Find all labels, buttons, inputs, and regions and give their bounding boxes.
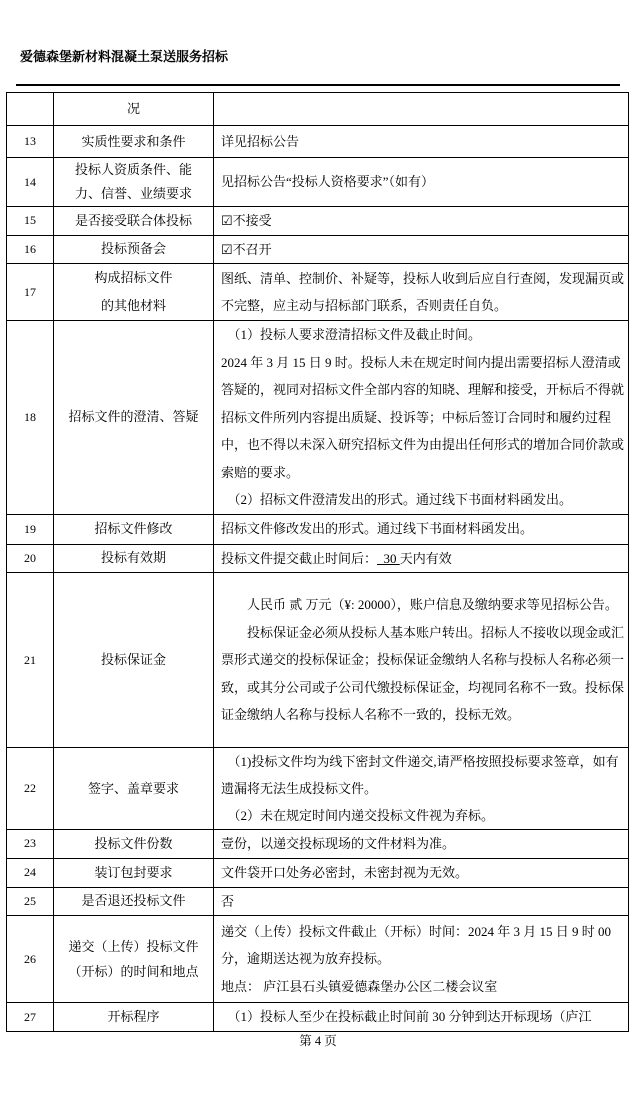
item-label-cell: 签字、盖章要求 <box>54 748 214 830</box>
tender-info-table <box>6 92 629 1032</box>
table-row-20 <box>7 544 629 573</box>
row-number-cell: 17 <box>7 264 54 321</box>
item-content-cell <box>214 916 629 1003</box>
table-row-carryover <box>7 93 629 126</box>
table-row-24 <box>7 858 629 887</box>
table-row-27 <box>7 1003 629 1032</box>
validity-text-after: 天内有效 <box>399 550 452 566</box>
item-content-cell: 图纸、清单、控制价、补疑等，投标人收到后应自行查阅，发现漏页或不完整，应主动与招标部门联系，否则责任自负。 <box>214 264 629 321</box>
item-label-cell: 投标保证金 <box>54 573 214 748</box>
item-label-cell: 投标预备会 <box>54 235 214 264</box>
item-content-cell <box>214 207 629 236</box>
table-row-13 <box>7 126 629 158</box>
row-number-cell: 16 <box>7 235 54 264</box>
row-number-cell: 21 <box>7 573 54 748</box>
item-label-cell: 开标程序 <box>54 1003 214 1032</box>
validity-days-underlined: 30 <box>377 550 400 566</box>
row-number-cell: 20 <box>7 544 54 573</box>
item-label-cell: 投标文件份数 <box>54 830 214 859</box>
item-content-cell: 见招标公告“投标人资格要求”（如有） <box>214 158 629 207</box>
table-row-21 <box>7 573 629 748</box>
table-row-23 <box>7 830 629 859</box>
item-content-cell: 详见招标公告 <box>214 126 629 158</box>
item-label-cell: 况 <box>54 93 214 126</box>
table-row-22 <box>7 748 629 830</box>
item-label-cell: 是否退还投标文件 <box>54 887 214 916</box>
table-row-18 <box>7 321 629 515</box>
item-content-cell: （1）投标人至少在投标截止时间前 30 分钟到达开标现场（庐江 <box>214 1003 629 1032</box>
row-number-cell: 13 <box>7 126 54 158</box>
table-row-14 <box>7 158 629 207</box>
row-number-cell: 19 <box>7 514 54 544</box>
item-label-cell: 招标文件的澄清、答疑 <box>54 321 214 515</box>
item-content-cell: 招标文件修改发出的形式。通过线下书面材料函发出。 <box>214 514 629 544</box>
item-label-cell: 投标人资质条件、能 力、信誉、业绩要求 <box>54 158 214 207</box>
item-content-cell <box>214 93 629 126</box>
row-number-cell: 25 <box>7 887 54 916</box>
row-number-cell <box>7 93 54 126</box>
item-content-cell <box>214 573 629 748</box>
row-number-cell: 22 <box>7 748 54 830</box>
checked-checkbox-icon: ☑ <box>221 241 233 257</box>
checkbox-option-label: 不召开 <box>232 241 272 257</box>
table-row-15 <box>7 207 629 236</box>
paragraph: （2）招标文件澄清发出的形式。通过线下书面材料函发出。 <box>227 492 573 507</box>
paragraph: （1)投标文件均为线下密封文件递交,请严格按照投标要求签章，如有遗漏将无法生成投标文件。 <box>221 754 619 796</box>
header-rule <box>16 84 620 86</box>
item-label-cell: 装订包封要求 <box>54 858 214 887</box>
item-content-cell <box>214 321 629 515</box>
paragraph: （2）未在规定时间内递交投标文件视为弃标。 <box>227 808 495 823</box>
paragraph: 地点： 庐江县石头镇爱德森堡办公区二楼会议室 <box>221 978 498 994</box>
paragraph: （1）投标人要求澄清招标文件及截止时间。 <box>227 327 482 342</box>
item-label-cell: 是否接受联合体投标 <box>54 207 214 236</box>
page-number: 第 4 页 <box>299 1034 337 1048</box>
paragraph: 2024 年 3 月 15 日 9 时。投标人未在规定时间内提出需要招标人澄清或答疑的，视同对招标文件全部内容的知晓、理解和接受，开标后不得就招标文件所列内容提出质疑、投诉等；中标后签订合同时和履约过程中，也不得以未深入研究招标文件为由提出任何形式的增加合同价款或索赔的要求。 <box>221 354 625 480</box>
row-number-cell: 26 <box>7 916 54 1003</box>
row-number-cell: 23 <box>7 830 54 859</box>
paragraph: 递交（上传）投标文件截止（开标）时间：2024 年 3 月 15 日 9 时 00 分，逾期送达视为放弃投标。 <box>221 923 612 967</box>
paragraph: 人民币 贰 万元（¥: 20000），账户信息及缴纳要求等见招标公告。 <box>247 597 618 613</box>
item-content-cell <box>214 748 629 830</box>
item-content-cell <box>214 235 629 264</box>
row-number-cell: 14 <box>7 158 54 207</box>
table-row-19 <box>7 514 629 544</box>
validity-text-before: 投标文件提交截止时间后： <box>221 550 378 566</box>
item-label-cell: 招标文件修改 <box>54 514 214 544</box>
row-number-cell: 15 <box>7 207 54 236</box>
item-label-cell: 递交（上传）投标文件 （开标）的时间和地点 <box>54 916 214 1003</box>
item-content-cell: 壹份，以递交投标现场的文件材料为准。 <box>214 830 629 859</box>
item-content-cell <box>214 544 629 573</box>
checked-checkbox-icon: ☑ <box>221 213 233 228</box>
table-row-26 <box>7 916 629 1003</box>
item-label-cell: 实质性要求和条件 <box>54 126 214 158</box>
table-row-25 <box>7 887 629 916</box>
table-row-16 <box>7 235 629 264</box>
row-number-cell: 18 <box>7 321 54 515</box>
document-title: 爱德森堡新材料混凝土泵送服务招标 <box>20 49 229 64</box>
row-number-cell: 24 <box>7 858 54 887</box>
item-label-cell: 构成招标文件 的其他材料 <box>54 264 214 321</box>
row-number-cell: 27 <box>7 1003 54 1032</box>
item-content-cell: 文件袋开口处务必密封，未密封视为无效。 <box>214 858 629 887</box>
item-label-cell: 投标有效期 <box>54 544 214 573</box>
checkbox-option-label: 不接受 <box>232 213 272 228</box>
paragraph: 投标保证金必须从投标人基本账户转出。招标人不接收以现金或汇票形式递交的投标保证金；投标保证金缴纳人名称与投标人名称必须一致，或其分公司或子公司代缴投标保证金，均视同名称不一致。投标保证金缴纳人名称与投标人名称不一致的，投标无效。 <box>221 624 625 723</box>
table-row-17 <box>7 264 629 321</box>
item-content-cell: 否 <box>214 887 629 916</box>
